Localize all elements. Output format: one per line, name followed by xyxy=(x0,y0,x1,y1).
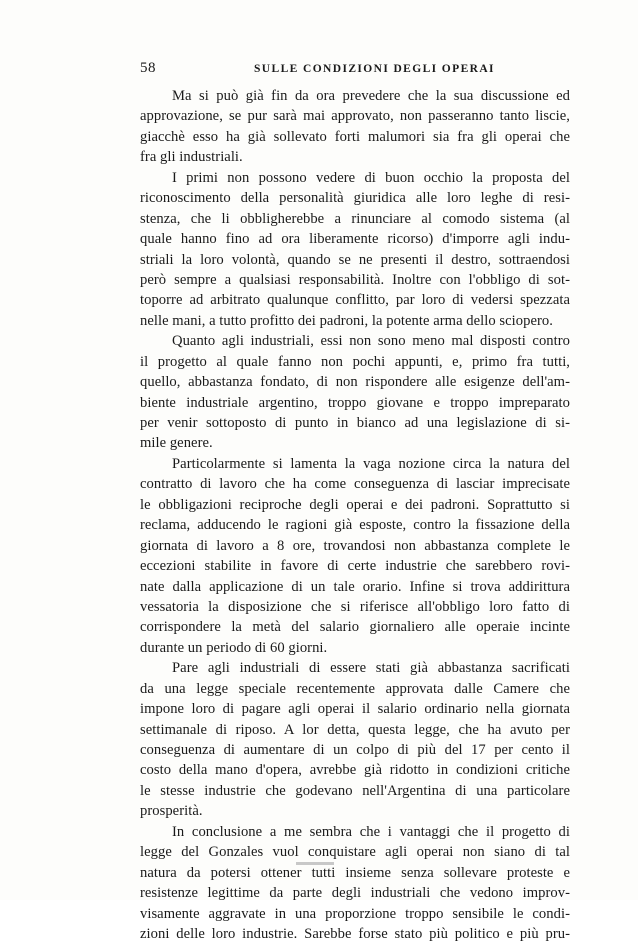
text-line: giacchè esso ha già sollevato forti malumori sia fra gli operai che xyxy=(140,128,570,145)
text-line: le obbligazioni reciproche degli operai e dei padroni. Soprattutto si xyxy=(140,496,570,513)
text-line: da una legge speciale recentemente approvata dalle Camere che xyxy=(140,680,570,697)
text-line: però sempre a qualsiasi responsabilità. Inoltre con l'obbligo di sot- xyxy=(140,271,570,288)
text-line: striali la loro volontà, quando se ne presenti il destro, sottraendosi xyxy=(140,251,570,268)
text-line: I primi non possono vedere di buon occhio la proposta del xyxy=(172,169,570,186)
page-number: 58 xyxy=(140,60,156,76)
text-line: il progetto al quale fanno non pochi appunti, e, primo fra tutti, xyxy=(140,353,570,370)
text-line: nelle mani, a tutto profitto dei padroni, la potente arma dello sciopero. xyxy=(140,312,553,329)
body-text xyxy=(140,86,570,944)
text-line: quale hanno fino ad ora liberamente ricorso) d'imporre agli indu- xyxy=(140,231,570,248)
text-line: prosperità. xyxy=(140,803,203,820)
text-line: fra gli industriali. xyxy=(140,149,243,166)
text-line: contratto di lavoro che ha come conseguenza di lasciar imprecisate xyxy=(140,476,570,493)
text-line: quello, abbastanza fondato, di non rispondere alle esigenze dell'am- xyxy=(140,374,570,391)
text-line: costo della mano d'opera, avrebbe già ridotto in condizioni critiche xyxy=(140,762,570,779)
text-line: visamente aggravate in una proporzione troppo sensibile le condi- xyxy=(140,905,570,922)
text-line: eccezioni stabilite in favore di certe industrie che sarebbero rovi- xyxy=(140,558,570,575)
text-line: durante un periodo di 60 giorni. xyxy=(140,639,328,656)
text-line: corrispondere la metà del salario giornaliero alle operaie incinte xyxy=(140,619,570,636)
text-line: settimanale di riposo. A lor detta, questa legge, che ha avuto per xyxy=(140,721,570,738)
text-line: impone loro di pagare agli operai il salario ordinario nella giornata xyxy=(140,701,570,718)
text-line: mile genere. xyxy=(140,435,213,452)
text-line: Particolarmente si lamenta la vaga nozione circa la natura del xyxy=(172,455,570,472)
text-line: approvazione, se pur sarà mai approvato, non passeranno tanto liscie, xyxy=(140,108,570,125)
text-line: stenza, che li obbligherebbe a rinunciare al comodo sistema (al xyxy=(140,210,570,227)
page-header xyxy=(140,60,570,82)
text-line: le stesse industrie che godevano nell'Argentina di una particolare xyxy=(140,782,570,799)
text-line: biente industriale argentino, troppo giovane e troppo impreparato xyxy=(140,394,570,411)
text-line: In conclusione a me sembra che i vantaggi che il progetto di xyxy=(172,823,570,840)
text-line: conseguenza di aumentare di un colpo di più del 17 per cento il xyxy=(140,742,570,758)
text-line: legge del Gonzales vuol conquistare agli operai non siano di tal xyxy=(140,844,570,861)
text-line: natura da potersi ottener tutti insieme senza sollevare proteste e xyxy=(140,864,570,881)
text-line: Ma si può già fin da ora prevedere che la sua discussione ed xyxy=(172,88,570,104)
text-line: per venir sottoposto di punto in bianco ad una legislazione di si- xyxy=(140,415,570,431)
text-line: reclama, adducendo le ragioni già esposte, contro la fissazione della xyxy=(140,517,570,534)
running-title: SULLE CONDIZIONI DEGLI OPERAI xyxy=(254,63,495,75)
text-line: toporre ad arbitrato qualunque conflitto, par loro di vedersi spezzata xyxy=(140,292,570,309)
text-line: riconoscimento della personalità giuridica alle loro leghe di resi- xyxy=(140,190,570,207)
text-line: Pare agli industriali di essere stati già abbastanza sacrificati xyxy=(172,660,570,677)
text-line: resistenze legittime da parte degli industriali che vedono improv- xyxy=(140,885,570,902)
text-line: giornata di lavoro a 8 ore, trovandosi non abbastanza complete le xyxy=(140,537,570,554)
text-line: vessatoria la disposizione che si riferisce all'obbligo loro fatto di xyxy=(140,598,570,615)
printer-mark xyxy=(296,862,334,865)
text-line: Quanto agli industriali, essi non sono meno mal disposti contro xyxy=(172,333,570,350)
text-line: nate dalla applicazione di un tale orario. Infine si trova addirittura xyxy=(140,578,570,595)
text-line: zioni delle loro industrie. Sarebbe forse stato più politico e più pru- xyxy=(140,925,570,942)
